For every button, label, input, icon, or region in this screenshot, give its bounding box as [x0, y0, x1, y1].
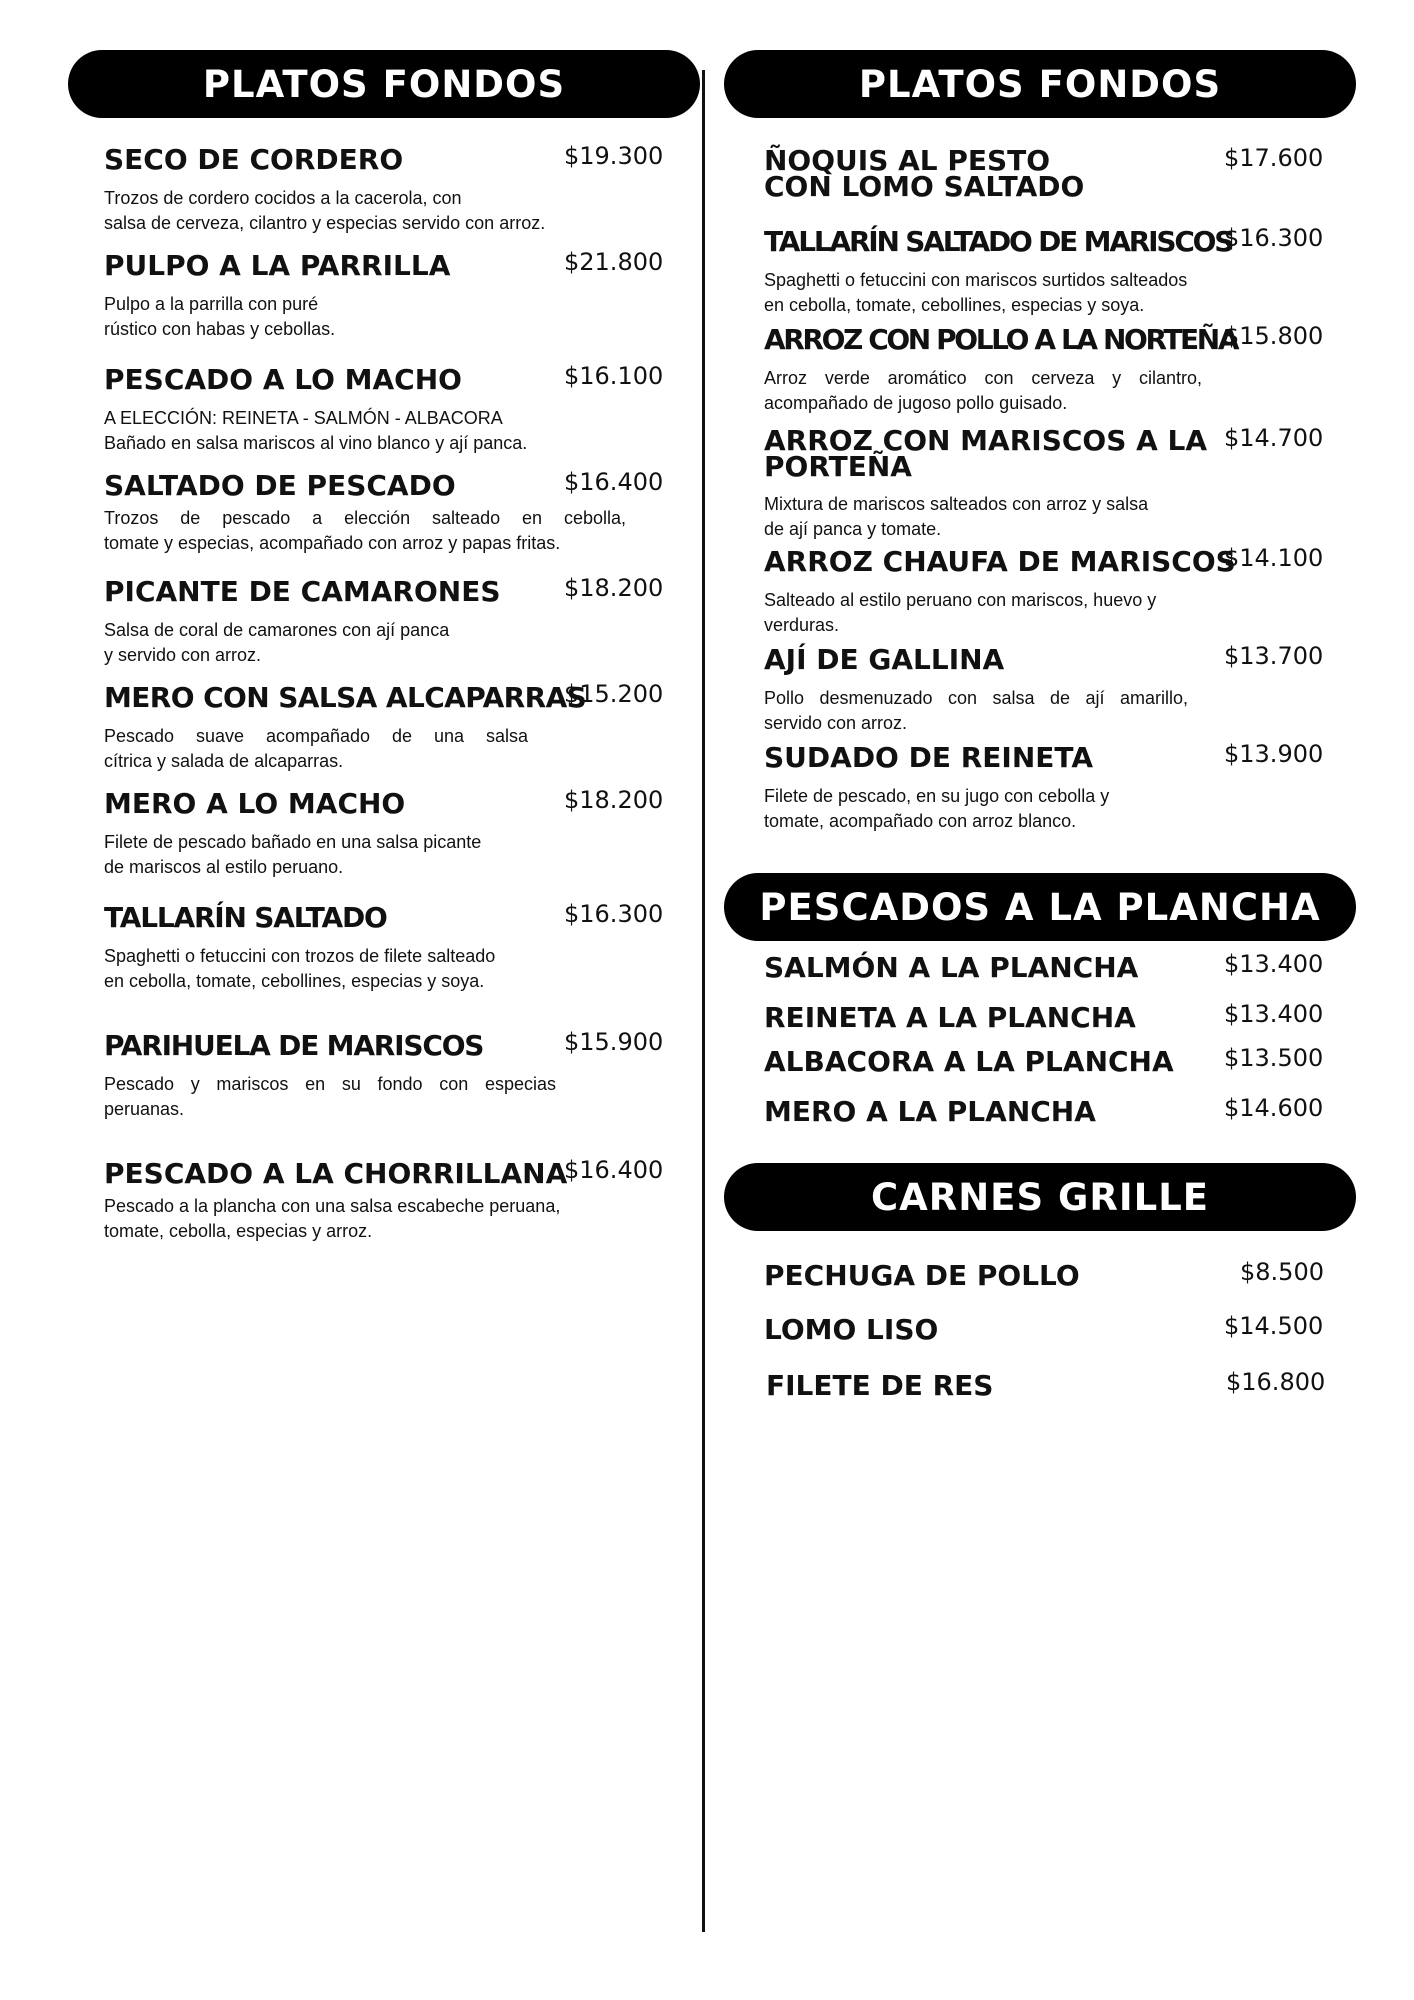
dish-price: $19.300	[564, 142, 664, 170]
dish-name: PESCADO A LA CHORRILLANA	[104, 1157, 568, 1190]
column-divider	[702, 70, 705, 1932]
dish-name: TALLARÍN SALTADO	[104, 901, 387, 934]
dish-price: $16.400	[564, 468, 664, 496]
dish-description: Arroz verde aromático con cerveza y cilantro, acompañado de jugoso pollo guisado.	[764, 368, 1202, 413]
dish-price: $8.500	[1240, 1258, 1324, 1286]
dish-price: $17.600	[1224, 144, 1324, 172]
dish-price: $13.400	[1224, 950, 1324, 978]
dish-price: $13.500	[1224, 1044, 1324, 1072]
dish-price: $13.700	[1224, 642, 1324, 670]
dish-price: $15.200	[564, 680, 664, 708]
dish-price: $16.300	[564, 900, 664, 928]
dish-price: $16.800	[1226, 1368, 1326, 1396]
dish-name: PECHUGA DE POLLO	[764, 1259, 1080, 1292]
dish-name: SALMÓN A LA PLANCHA	[764, 951, 1139, 984]
dish-price: $15.900	[564, 1028, 664, 1056]
grille-section-header	[724, 1163, 1356, 1231]
dish-description: Salsa de coral de camarones con ají panca y servido con arroz.	[104, 620, 450, 665]
dish-name: MERO A LA PLANCHA	[764, 1095, 1096, 1128]
dish-description: A ELECCIÓN: REINETA - SALMÓN - ALBACORA Bañado en salsa mariscos al vino blanco y ají panca.	[104, 408, 528, 453]
dish-name: SALTADO DE PESCADO	[104, 469, 456, 502]
dish-name: MERO CON SALSA ALCAPARRAS	[104, 681, 587, 714]
left-section-header	[68, 50, 700, 118]
dish-name: ARROZ CON MARISCOS A LA PORTEÑA	[764, 424, 1208, 483]
dish-price: $21.800	[564, 248, 664, 276]
dish-name: PESCADO A LO MACHO	[104, 363, 462, 396]
dish-description: Salteado al estilo peruano con mariscos, huevo y verduras.	[764, 590, 1157, 635]
dish-description: Pescado a la plancha con una salsa escabeche peruana, tomate, cebolla, especias y arroz.	[104, 1196, 561, 1241]
dish-price: $15.800	[1224, 322, 1324, 350]
dish-name: ALBACORA A LA PLANCHA	[764, 1045, 1174, 1078]
dish-price: $14.700	[1224, 424, 1324, 452]
left-section-title: PLATOS FONDOS	[202, 62, 566, 106]
dish-name: ÑOQUIS AL PESTO CON LOMO SALTADO	[764, 144, 1085, 203]
grille-section-title: CARNES GRILLE	[870, 1175, 1210, 1219]
dish-name: LOMO LISO	[764, 1313, 939, 1346]
dish-description: Pollo desmenuzado con salsa de ají amarillo, servido con arroz.	[764, 688, 1188, 733]
dish-name: SUDADO DE REINETA	[764, 741, 1093, 774]
plancha-section-header	[724, 873, 1356, 941]
dish-name: ARROZ CHAUFA DE MARISCOS	[764, 545, 1236, 578]
dish-description: Pescado y mariscos en su fondo con especias peruanas.	[104, 1074, 556, 1119]
dish-name: MERO A LO MACHO	[104, 787, 406, 820]
dish-description: Filete de pescado bañado en una salsa picante de mariscos al estilo peruano.	[104, 832, 482, 877]
dish-price: $14.500	[1224, 1312, 1324, 1340]
dish-price: $16.400	[564, 1156, 664, 1184]
dish-description: Filete de pescado, en su jugo con cebolla y tomate, acompañado con arroz blanco.	[764, 786, 1110, 831]
dish-price: $18.200	[564, 786, 664, 814]
dish-description: Pescado suave acompañado de una salsa cítrica y salada de alcaparras.	[104, 726, 528, 771]
dish-name: PICANTE DE CAMARONES	[104, 575, 501, 608]
dish-name: AJÍ DE GALLINA	[764, 643, 1005, 676]
dish-price: $14.600	[1224, 1094, 1324, 1122]
dish-name: ARROZ CON POLLO A LA NORTEÑA	[764, 323, 1238, 356]
dish-name: REINETA A LA PLANCHA	[764, 1001, 1136, 1034]
dish-description: Pulpo a la parrilla con puré rústico con habas y cebollas.	[104, 294, 336, 339]
dish-price: $16.300	[1224, 224, 1324, 252]
dish-name: PARIHUELA DE MARISCOS	[104, 1029, 484, 1062]
dish-description: Spaghetti o fetuccini con trozos de filete salteado en cebolla, tomate, cebollines, especias y soya.	[104, 946, 496, 991]
right-section-header	[724, 50, 1356, 118]
dish-price: $14.100	[1224, 544, 1324, 572]
right-section-title: PLATOS FONDOS	[858, 62, 1222, 106]
dish-name: TALLARÍN SALTADO DE MARISCOS	[764, 225, 1233, 258]
dish-name: SECO DE CORDERO	[104, 143, 404, 176]
dish-price: $18.200	[564, 574, 664, 602]
dish-description: Trozos de pescado a elección salteado en cebolla, tomate y especias, acompañado con arroz y papas fritas.	[104, 508, 626, 553]
dish-description: Mixtura de mariscos salteados con arroz y salsa de ají panca y tomate.	[764, 494, 1149, 539]
plancha-section-title: PESCADOS A LA PLANCHA	[759, 885, 1321, 929]
dish-description: Spaghetti o fetuccini con mariscos surtidos salteados en cebolla, tomate, cebollines, especias y soya.	[764, 270, 1188, 315]
dish-price: $13.900	[1224, 740, 1324, 768]
dish-description: Trozos de cordero cocidos a la cacerola, con salsa de cerveza, cilantro y especias servido con arroz.	[104, 188, 546, 233]
dish-price: $16.100	[564, 362, 664, 390]
dish-name: FILETE DE RES	[766, 1369, 994, 1402]
dish-price: $13.400	[1224, 1000, 1324, 1028]
dish-name: PULPO A LA PARRILLA	[104, 249, 451, 282]
